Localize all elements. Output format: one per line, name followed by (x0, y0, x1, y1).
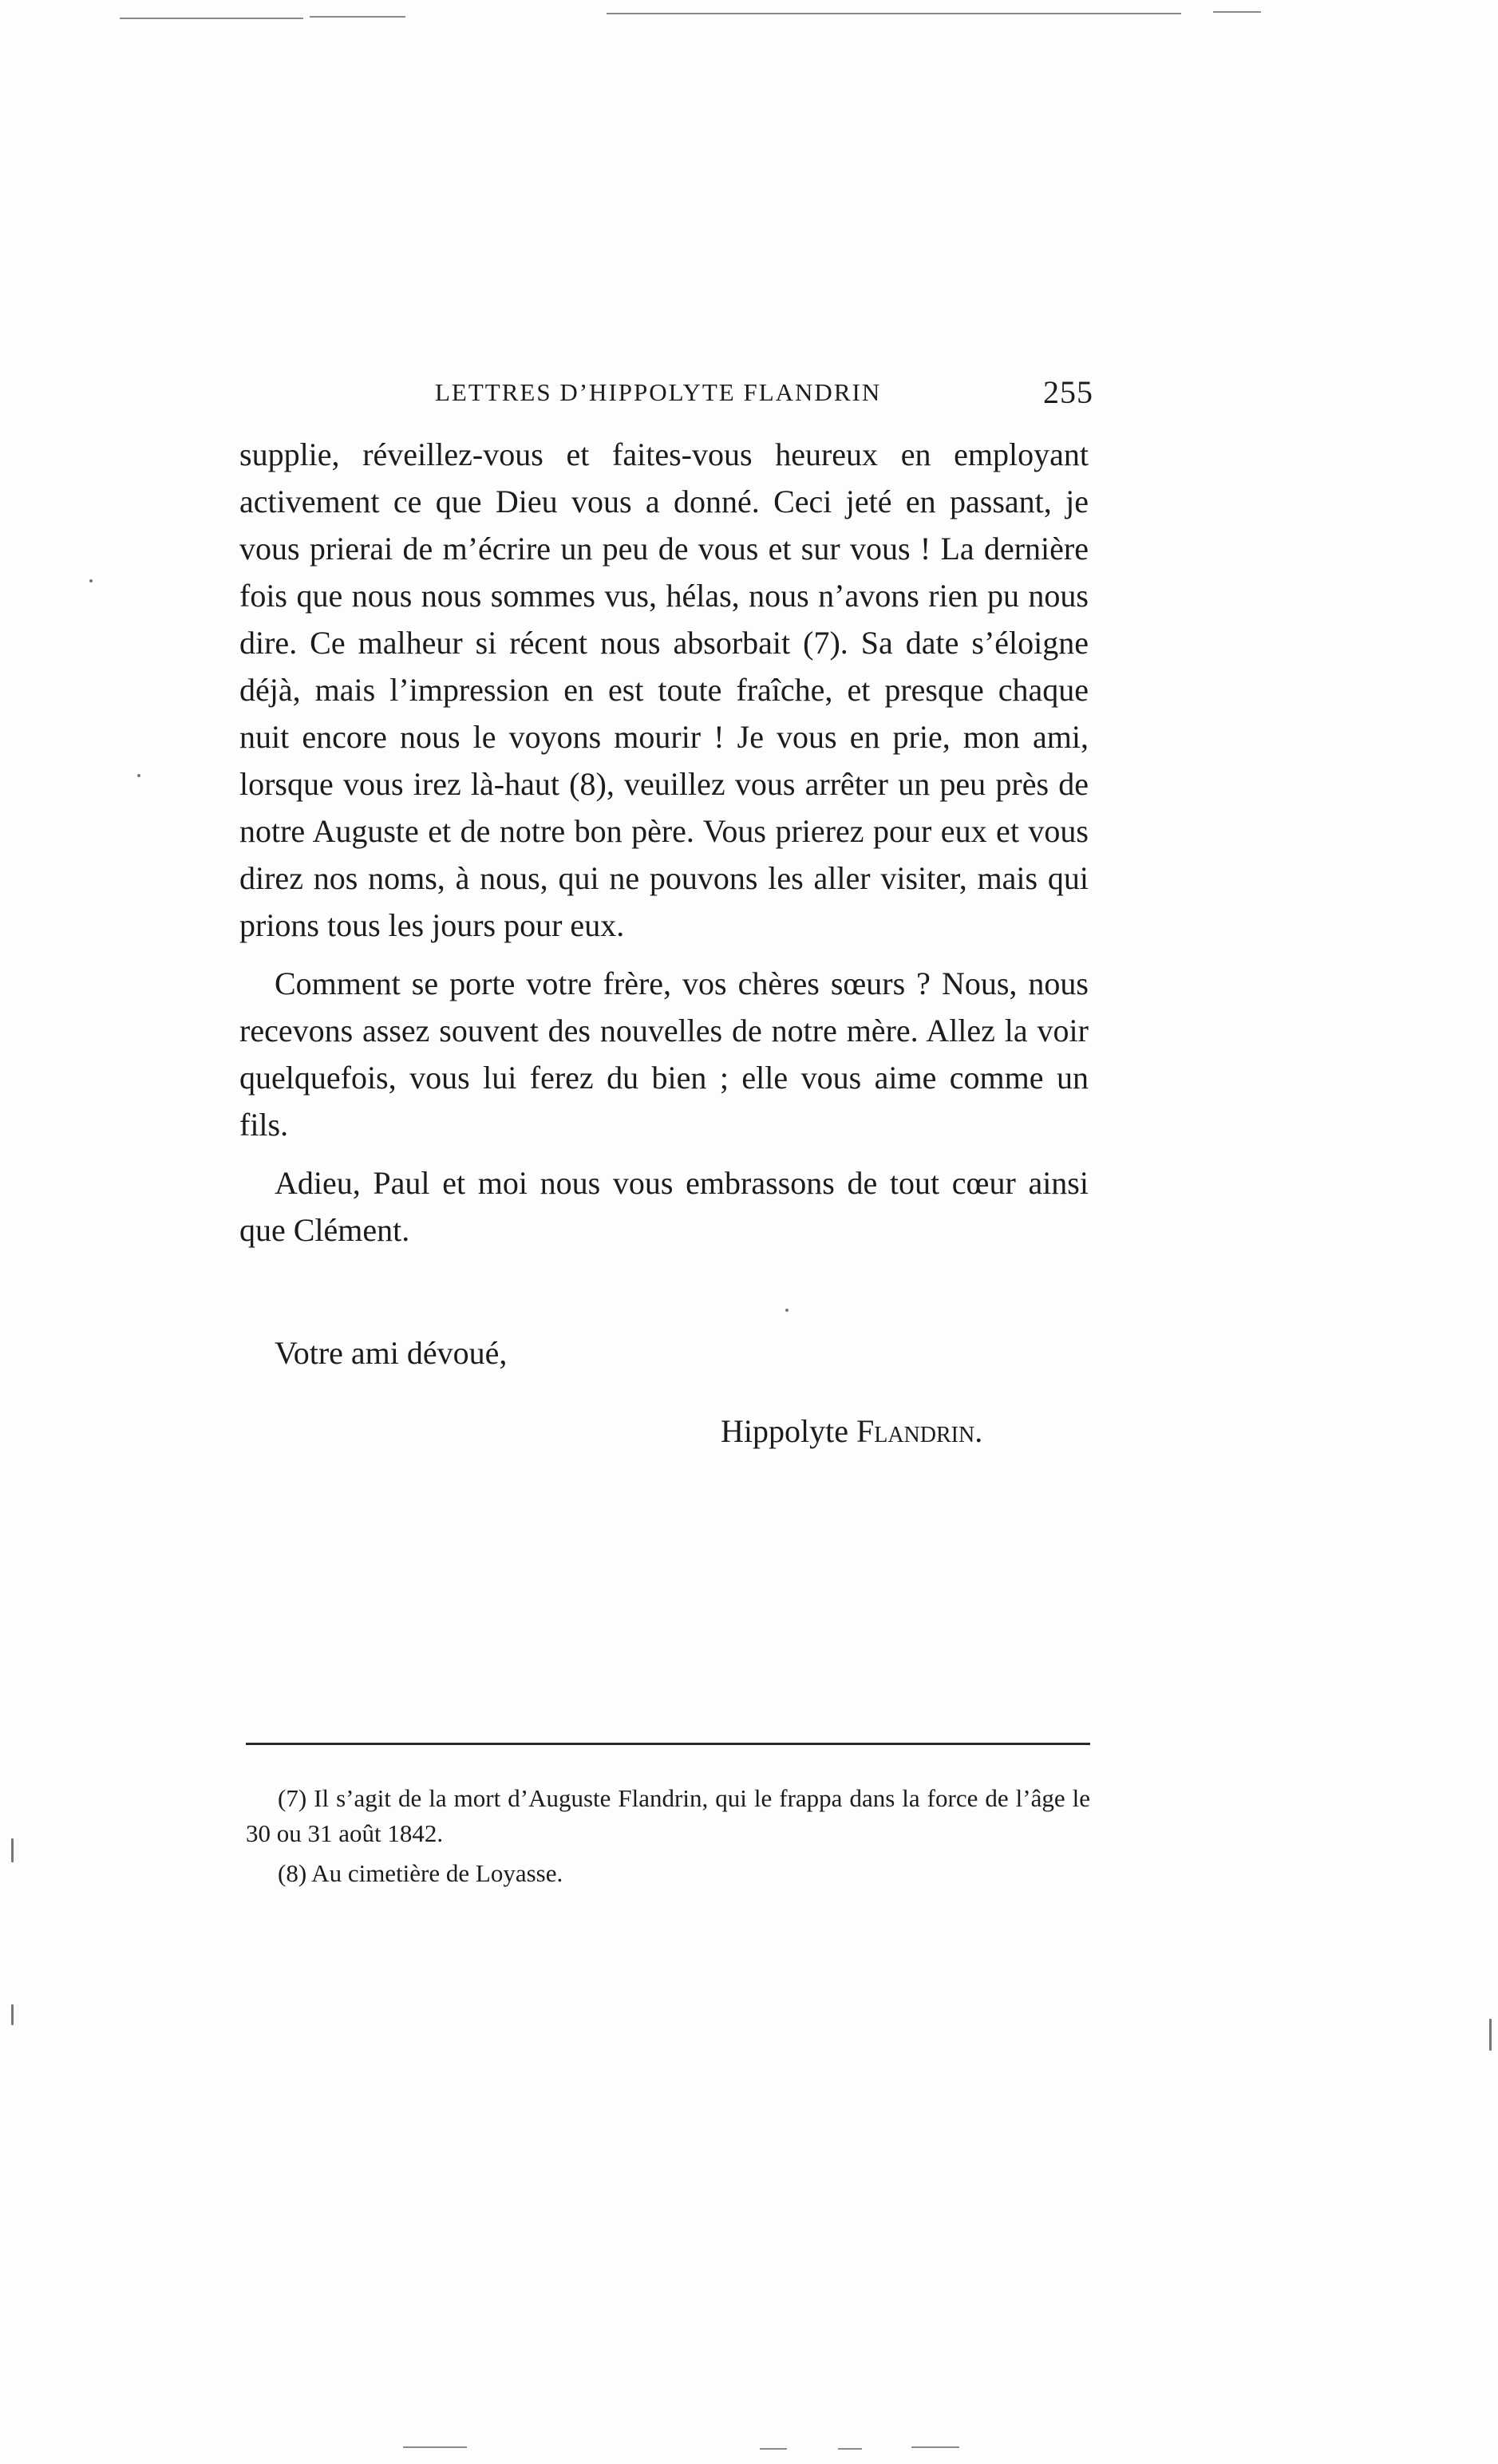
scan-edge-bottom-1 (403, 2446, 467, 2448)
scan-speck (11, 2004, 14, 2025)
signature (721, 1408, 982, 1455)
running-head: LETTRES D’HIPPOLYTE FLANDRIN (435, 378, 882, 406)
scan-speck (1489, 2019, 1492, 2051)
footnote-separator (246, 1743, 1090, 1745)
scan-edge-bottom-2 (760, 2448, 787, 2450)
scan-edge-top-left (120, 18, 303, 19)
footnote-7: (7) Il s’agit de la mort d’Auguste Flandrin, qui le frappa dans la force de l’âge le 30 ou 31 août 1842. (246, 1784, 1090, 1847)
paragraph-1: supplie, réveillez-vous et faites-vous heureux en employant activement ce que Dieu vous a donné. Ceci jeté en passant, je vous prierai de m’écrire un peu de vous et sur vous ! La dernière fois que nous nous sommes vus, hélas, nous n’avons rien pu nous dire. Ce malheur si récent nous absorbait (7). Sa date s’éloigne déjà, mais l’impression en est toute fraîche, et presque chaque nuit encore nous le voyons mourir ! Je vous en prie, mon ami, lorsque vous irez là-haut (8), veuillez vous arrêter un peu près de notre Auguste et de notre bon père. Vous prierez pour eux et vous direz nos noms, à nous, qui ne pouvons les aller visiter, mais qui prions tous les jours pour eux. (239, 436, 1089, 943)
page-number: 255 (1043, 374, 1093, 410)
letter-body (239, 431, 1089, 1254)
paragraph-3: Adieu, Paul et moi nous vous embrassons de tout cœur ainsi que Clément. (239, 1165, 1089, 1248)
scan-edge-top-right (607, 13, 1181, 14)
scan-speck (137, 774, 140, 777)
page-header (239, 369, 1093, 417)
scan-edge-top-mid (310, 16, 405, 18)
salutation: Votre ami dévoué, (275, 1335, 508, 1371)
footnote-8: (8) Au cimetière de Loyasse. (278, 1859, 563, 1887)
scan-speck (785, 1309, 789, 1312)
scan-edge-bottom-4 (911, 2446, 959, 2448)
paragraph-2: Comment se porte votre frère, vos chères sœurs ? Nous, nous recevons assez souvent des nouvelles de notre mère. Allez la voir quelquefois, vous lui ferez du bien ; elle vous aime comme un fils. (239, 965, 1089, 1143)
scan-edge-top-far (1213, 11, 1261, 13)
scan-speck (89, 579, 93, 582)
footnotes (246, 1781, 1090, 1891)
scan-edge-bottom-3 (838, 2448, 862, 2450)
signature-first-name: Hippolyte (721, 1413, 848, 1449)
signature-last-name: Flandrin. (856, 1413, 983, 1449)
scan-speck (11, 1838, 14, 1862)
